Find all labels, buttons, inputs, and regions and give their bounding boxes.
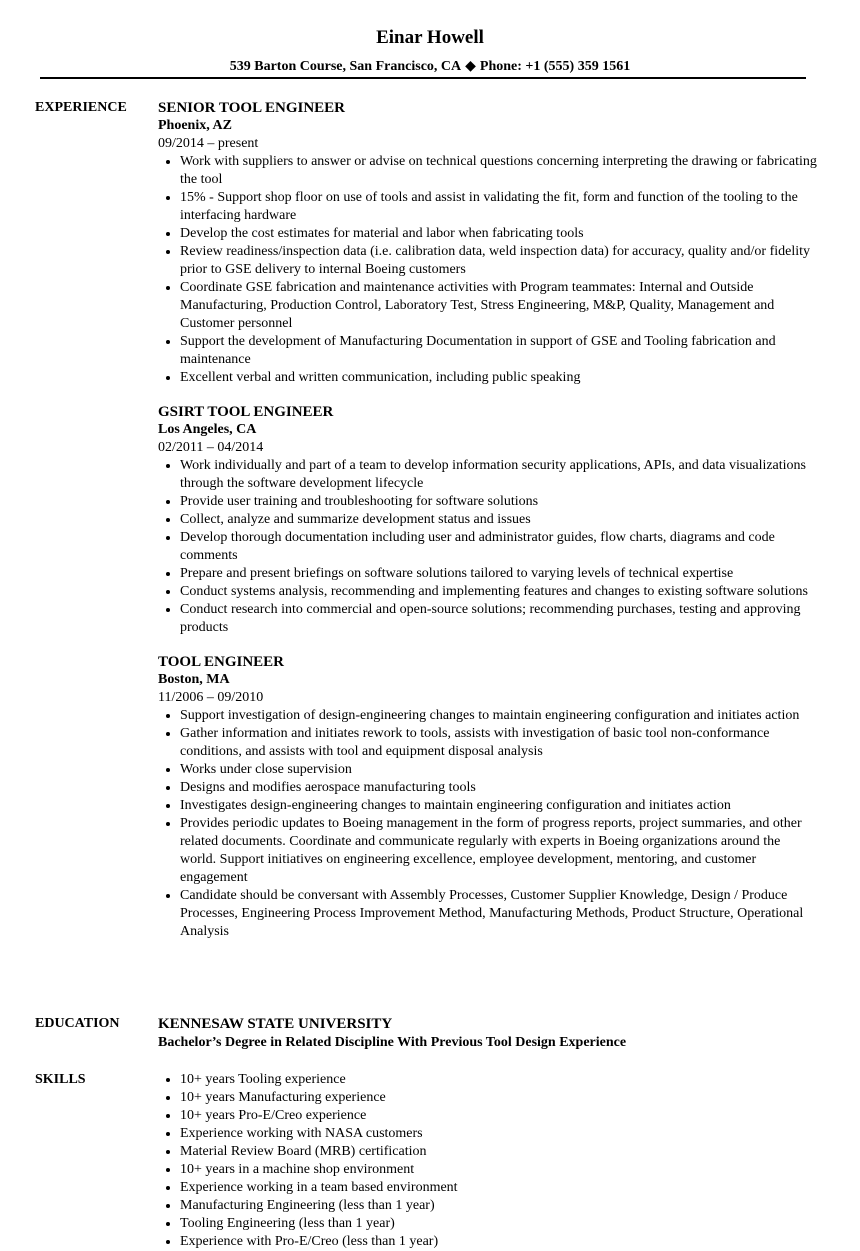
- degree: Bachelor’s Degree in Related Discipline With Previous Tool Design Experience: [158, 1035, 627, 1050]
- education-body: [158, 1015, 818, 1052]
- bullet-item: • Gather information and initiates rework to tools, assists with investigation of basic tool non-conformance conditions, and assists with tool and equipment disposal analysis: [180, 725, 818, 761]
- job-title: TOOL ENGINEER: [158, 654, 285, 670]
- job-location: Phoenix, AZ: [158, 118, 232, 133]
- skills-list: [158, 1071, 818, 1251]
- bullet-item: • Excellent verbal and written communication, including public speaking: [180, 369, 818, 387]
- phone: Phone: +1 (555) 359 1561: [479, 59, 631, 74]
- bullet-item: • Designs and modifies aerospace manufacturing tools: [180, 779, 818, 797]
- job-entry: [158, 99, 818, 387]
- job-bullets: [158, 457, 818, 637]
- job-dates: 11/2006 – 09/2010: [158, 690, 264, 705]
- skill-item: • Experience working with NASA customers: [180, 1125, 818, 1143]
- bullet-item: • Provides periodic updates to Boeing management in the form of progress reports, project summaries, and other related documents. Coordinate and communicate regularly with experts in Boeing organizations around the world. Support initiatives on engineering excellence, employee development, mentoring, and customer engagement: [180, 815, 818, 887]
- job-location: Boston, MA: [158, 672, 230, 687]
- bullet-item: • Develop the cost estimates for material and labor when fabricating tools: [180, 225, 818, 243]
- job-location: Los Angeles, CA: [158, 422, 257, 437]
- skill-item: • 10+ years Manufacturing experience: [180, 1089, 818, 1107]
- experience-list: [158, 99, 818, 957]
- bullet-item: • 15% - Support shop floor on use of tools and assist in validating the fit, form and function of the tooling to the interfacing hardware: [180, 189, 818, 225]
- skill-item: • Experience working in a team based environment: [180, 1179, 818, 1197]
- skill-item: • 10+ years Tooling experience: [180, 1071, 818, 1089]
- bullet-item: • Support investigation of design-engineering changes to maintain engineering configuration and initiates action: [180, 707, 818, 725]
- job-title: SENIOR TOOL ENGINEER: [158, 100, 346, 116]
- bullet-item: • Conduct research into commercial and open-source solutions; recommending purchases, testing and approving products: [180, 601, 818, 637]
- contact-line: [0, 58, 860, 76]
- section-label-skills: SKILLS: [35, 1072, 86, 1087]
- bullet-item: • Coordinate GSE fabrication and maintenance activities with Program teammates: Internal and Outside Manufacturing, Production Control, Laboratory Test, Stress Engineering, M&P, Quality, Management and Customer personnel: [180, 279, 818, 333]
- job-dates: 02/2011 – 04/2014: [158, 440, 264, 455]
- section-label-education: EDUCATION: [35, 1016, 120, 1031]
- section-label-experience: EXPERIENCE: [35, 100, 127, 115]
- bullet-item: • Work individually and part of a team to develop information security applications, APIs, and data visualizations through the software development lifecycle: [180, 457, 818, 493]
- address: 539 Barton Course, San Francisco, CA: [229, 59, 462, 74]
- skill-item: • 10+ years Pro-E/Creo experience: [180, 1107, 818, 1125]
- bullet-item: • Investigates design-engineering changes to maintain engineering configuration and initiates action: [180, 797, 818, 815]
- bullet-item: • Review readiness/inspection data (i.e. calibration data, weld inspection data) for accuracy, quality and/or fidelity prior to GSE delivery to internal Boeing customers: [180, 243, 818, 279]
- bullet-item: • Work with suppliers to answer or advise on technical questions concerning interpreting the drawing or fabricating the tool: [180, 153, 818, 189]
- job-title: GSIRT TOOL ENGINEER: [158, 404, 334, 420]
- header-divider: [40, 77, 806, 79]
- skill-item: • Material Review Board (MRB) certification: [180, 1143, 818, 1161]
- bullet-item: • Develop thorough documentation including user and administrator guides, flow charts, diagrams and code comments: [180, 529, 818, 565]
- job-entry: [158, 653, 818, 941]
- job-entry: [158, 403, 818, 637]
- separator-icon: ◆: [465, 59, 476, 74]
- bullet-item: • Works under close supervision: [180, 761, 818, 779]
- school-name: KENNESAW STATE UNIVERSITY: [158, 1016, 393, 1032]
- skill-item: • Tooling Engineering (less than 1 year): [180, 1215, 818, 1233]
- skills-body: [158, 1071, 818, 1251]
- bullet-item: • Prepare and present briefings on software solutions tailored to varying levels of technical expertise: [180, 565, 818, 583]
- bullet-item: • Collect, analyze and summarize development status and issues: [180, 511, 818, 529]
- bullet-item: • Support the development of Manufacturing Documentation in support of GSE and Tooling fabrication and maintenance: [180, 333, 818, 369]
- skill-item: • Experience with Pro-E/Creo (less than 1 year): [180, 1233, 818, 1251]
- candidate-name: Einar Howell: [376, 27, 484, 48]
- skill-item: • Manufacturing Engineering (less than 1 year): [180, 1197, 818, 1215]
- bullet-item: • Provide user training and troubleshooting for software solutions: [180, 493, 818, 511]
- bullet-item: • Candidate should be conversant with Assembly Processes, Customer Supplier Knowledge, Design / Produce Processes, Engineering Process Improvement Method, Manufacturing Methods, Product Structure, Operational Analysis: [180, 887, 818, 941]
- resume-header: [0, 0, 860, 76]
- skill-item: • 10+ years in a machine shop environment: [180, 1161, 818, 1179]
- job-bullets: [158, 707, 818, 941]
- bullet-item: • Conduct systems analysis, recommending and implementing features and changes to existing software solutions: [180, 583, 818, 601]
- job-bullets: [158, 153, 818, 387]
- job-dates: 09/2014 – present: [158, 136, 259, 151]
